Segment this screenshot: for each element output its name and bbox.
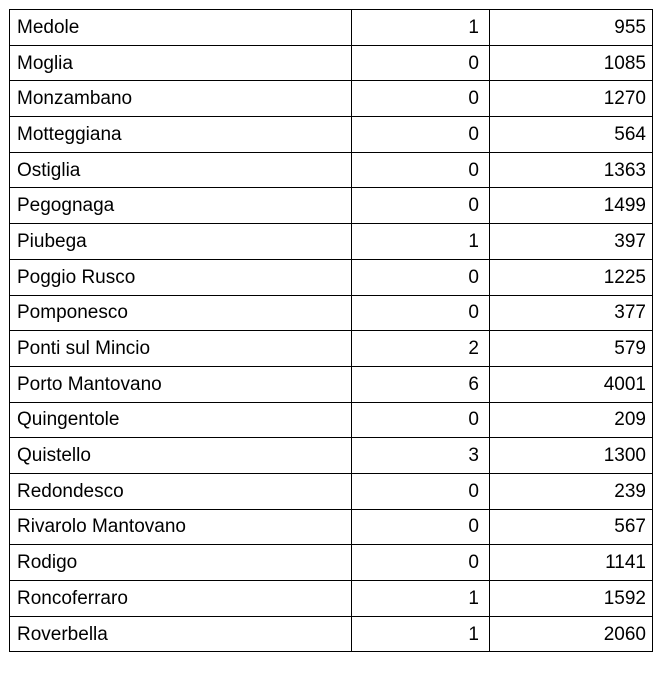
municipality-name-cell: Porto Mantovano bbox=[10, 366, 352, 402]
municipality-name-cell: Poggio Rusco bbox=[10, 259, 352, 295]
municipality-name-cell: Pomponesco bbox=[10, 295, 352, 331]
count-cell: 0 bbox=[352, 188, 490, 224]
municipality-name-cell: Rodigo bbox=[10, 545, 352, 581]
population-cell: 567 bbox=[490, 509, 653, 545]
table-row bbox=[10, 616, 653, 652]
table-row bbox=[10, 473, 653, 509]
population-cell: 1225 bbox=[490, 259, 653, 295]
municipality-name-cell: Pegognaga bbox=[10, 188, 352, 224]
data-table-container bbox=[9, 9, 653, 652]
population-cell: 377 bbox=[490, 295, 653, 331]
municipality-name-cell: Ponti sul Mincio bbox=[10, 331, 352, 367]
municipality-name-cell: Moglia bbox=[10, 45, 352, 81]
count-cell: 1 bbox=[352, 616, 490, 652]
count-cell: 0 bbox=[352, 473, 490, 509]
municipality-name-cell: Roverbella bbox=[10, 616, 352, 652]
count-cell: 6 bbox=[352, 366, 490, 402]
count-cell: 0 bbox=[352, 509, 490, 545]
count-cell: 1 bbox=[352, 10, 490, 46]
count-cell: 2 bbox=[352, 331, 490, 367]
count-cell: 0 bbox=[352, 152, 490, 188]
population-cell: 2060 bbox=[490, 616, 653, 652]
municipality-name-cell: Rivarolo Mantovano bbox=[10, 509, 352, 545]
table-row bbox=[10, 402, 653, 438]
municipality-name-cell: Piubega bbox=[10, 224, 352, 260]
municipality-name-cell: Roncoferraro bbox=[10, 581, 352, 617]
population-cell: 4001 bbox=[490, 366, 653, 402]
table-row bbox=[10, 259, 653, 295]
count-cell: 3 bbox=[352, 438, 490, 474]
count-cell: 1 bbox=[352, 224, 490, 260]
table-row bbox=[10, 331, 653, 367]
population-cell: 1141 bbox=[490, 545, 653, 581]
population-cell: 397 bbox=[490, 224, 653, 260]
count-cell: 0 bbox=[352, 259, 490, 295]
count-cell: 1 bbox=[352, 581, 490, 617]
count-cell: 0 bbox=[352, 402, 490, 438]
table-row bbox=[10, 188, 653, 224]
count-cell: 0 bbox=[352, 117, 490, 153]
population-cell: 1300 bbox=[490, 438, 653, 474]
population-cell: 239 bbox=[490, 473, 653, 509]
municipality-name-cell: Monzambano bbox=[10, 81, 352, 117]
count-cell: 0 bbox=[352, 45, 490, 81]
table-row bbox=[10, 117, 653, 153]
municipality-name-cell: Quistello bbox=[10, 438, 352, 474]
municipality-name-cell: Ostiglia bbox=[10, 152, 352, 188]
population-cell: 209 bbox=[490, 402, 653, 438]
table-row bbox=[10, 45, 653, 81]
table-body bbox=[10, 10, 653, 652]
population-cell: 579 bbox=[490, 331, 653, 367]
municipality-name-cell: Motteggiana bbox=[10, 117, 352, 153]
population-cell: 1085 bbox=[490, 45, 653, 81]
count-cell: 0 bbox=[352, 81, 490, 117]
table-row bbox=[10, 581, 653, 617]
table-row bbox=[10, 545, 653, 581]
table-row bbox=[10, 366, 653, 402]
table-row bbox=[10, 152, 653, 188]
population-cell: 1592 bbox=[490, 581, 653, 617]
table-row bbox=[10, 295, 653, 331]
count-cell: 0 bbox=[352, 295, 490, 331]
population-cell: 1499 bbox=[490, 188, 653, 224]
population-cell: 1270 bbox=[490, 81, 653, 117]
population-cell: 955 bbox=[490, 10, 653, 46]
municipality-name-cell: Quingentole bbox=[10, 402, 352, 438]
municipality-name-cell: Redondesco bbox=[10, 473, 352, 509]
population-cell: 1363 bbox=[490, 152, 653, 188]
table-row bbox=[10, 224, 653, 260]
table-row bbox=[10, 10, 653, 46]
table-row bbox=[10, 81, 653, 117]
table-row bbox=[10, 509, 653, 545]
population-cell: 564 bbox=[490, 117, 653, 153]
municipality-name-cell: Medole bbox=[10, 10, 352, 46]
table-row bbox=[10, 438, 653, 474]
municipality-table bbox=[9, 9, 653, 652]
count-cell: 0 bbox=[352, 545, 490, 581]
